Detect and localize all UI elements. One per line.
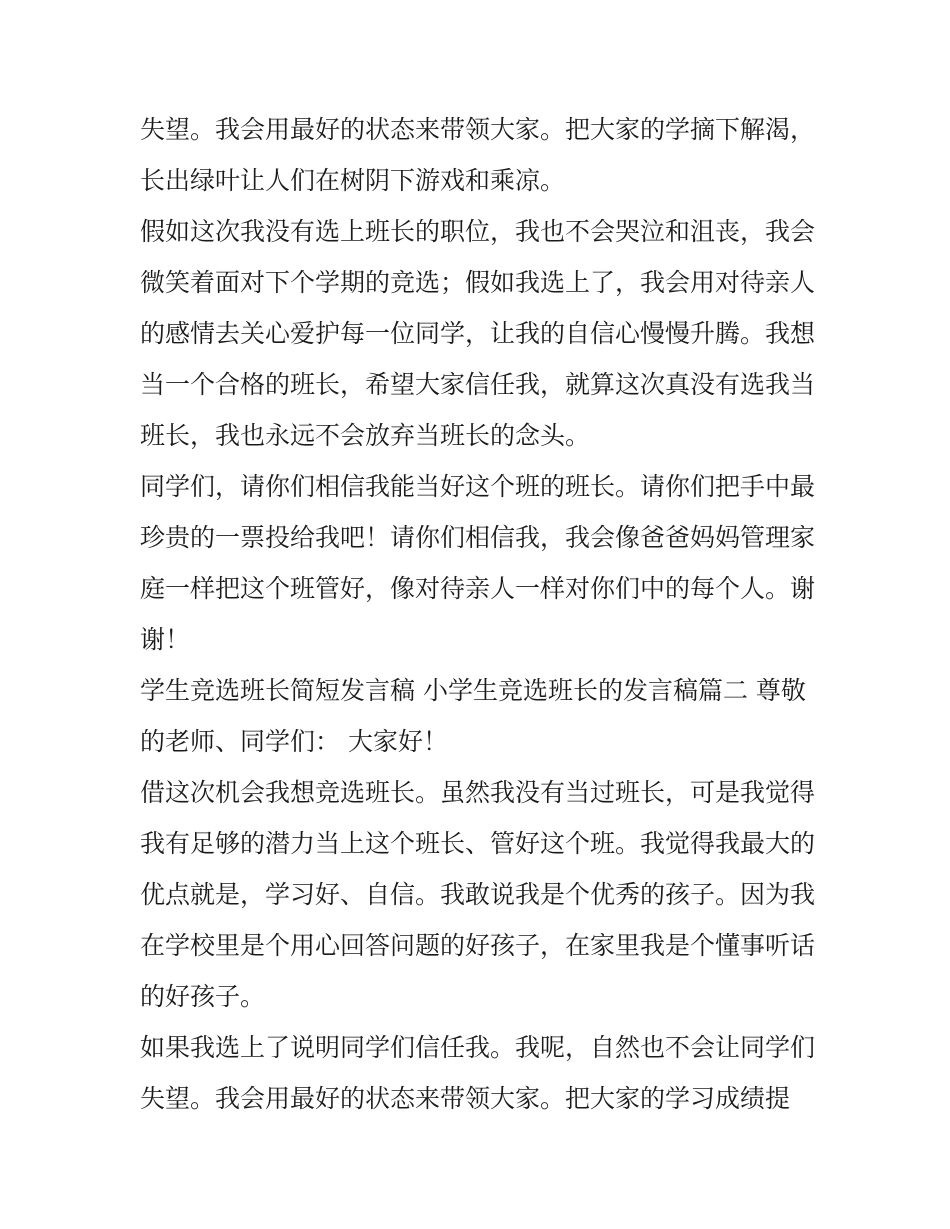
text-line: 借这次机会我想竞选班长。虽然我没有当过班长，可是我觉得 — [140, 778, 816, 807]
text-line: 长出绿叶让人们在树阴下游戏和乘凉。 — [140, 166, 566, 195]
text-line: 我有足够的潜力当上这个班长、管好这个班。我觉得我最大的 — [140, 829, 816, 858]
text-line: 假如这次我没有选上班长的职位，我也不会哭泣和沮丧，我会 — [140, 217, 816, 246]
text-line: 如果我选上了说明同学们信任我。我呢，自然也不会让同学们 — [140, 1033, 816, 1062]
text-line: 优点就是，学习好、自信。我敢说我是个优秀的孩子。因为我 — [140, 880, 816, 909]
text-line: 的老师、同学们： 大家好！ — [140, 727, 448, 756]
text-line: 的好孩子。 — [140, 982, 266, 1011]
text-line: 的感情去关心爱护每一位同学，让我的自信心慢慢升腾。我想 — [140, 319, 816, 348]
text-line: 微笑着面对下个学期的竞选；假如我选上了，我会用对待亲人 — [140, 268, 816, 297]
text-line: 当一个合格的班长，希望大家信任我，就算这次真没有选我当 — [140, 370, 816, 399]
text-line: 失望。我会用最好的状态来带领大家。把大家的学习成绩提 — [140, 1084, 791, 1113]
text-line: 学生竞选班长简短发言稿 小学生竞选班长的发言稿篇二 尊敬 — [140, 676, 806, 705]
document-body — [140, 104, 830, 1124]
text-line: 同学们，请你们相信我能当好这个班的班长。请你们把手中最 — [140, 472, 816, 501]
text-line: 珍贵的一票投给我吧！请你们相信我，我会像爸爸妈妈管理家 — [140, 523, 816, 552]
text-line: 谢！ — [140, 625, 191, 654]
text-line: 失望。我会用最好的状态来带领大家。把大家的学摘下解渴， — [140, 115, 816, 144]
text-line: 庭一样把这个班管好，像对待亲人一样对你们中的每个人。谢 — [140, 574, 816, 603]
text-line: 班长，我也永远不会放弃当班长的念头。 — [140, 421, 591, 450]
text-line: 在学校里是个用心回答问题的好孩子，在家里我是个懂事听话 — [140, 931, 816, 960]
